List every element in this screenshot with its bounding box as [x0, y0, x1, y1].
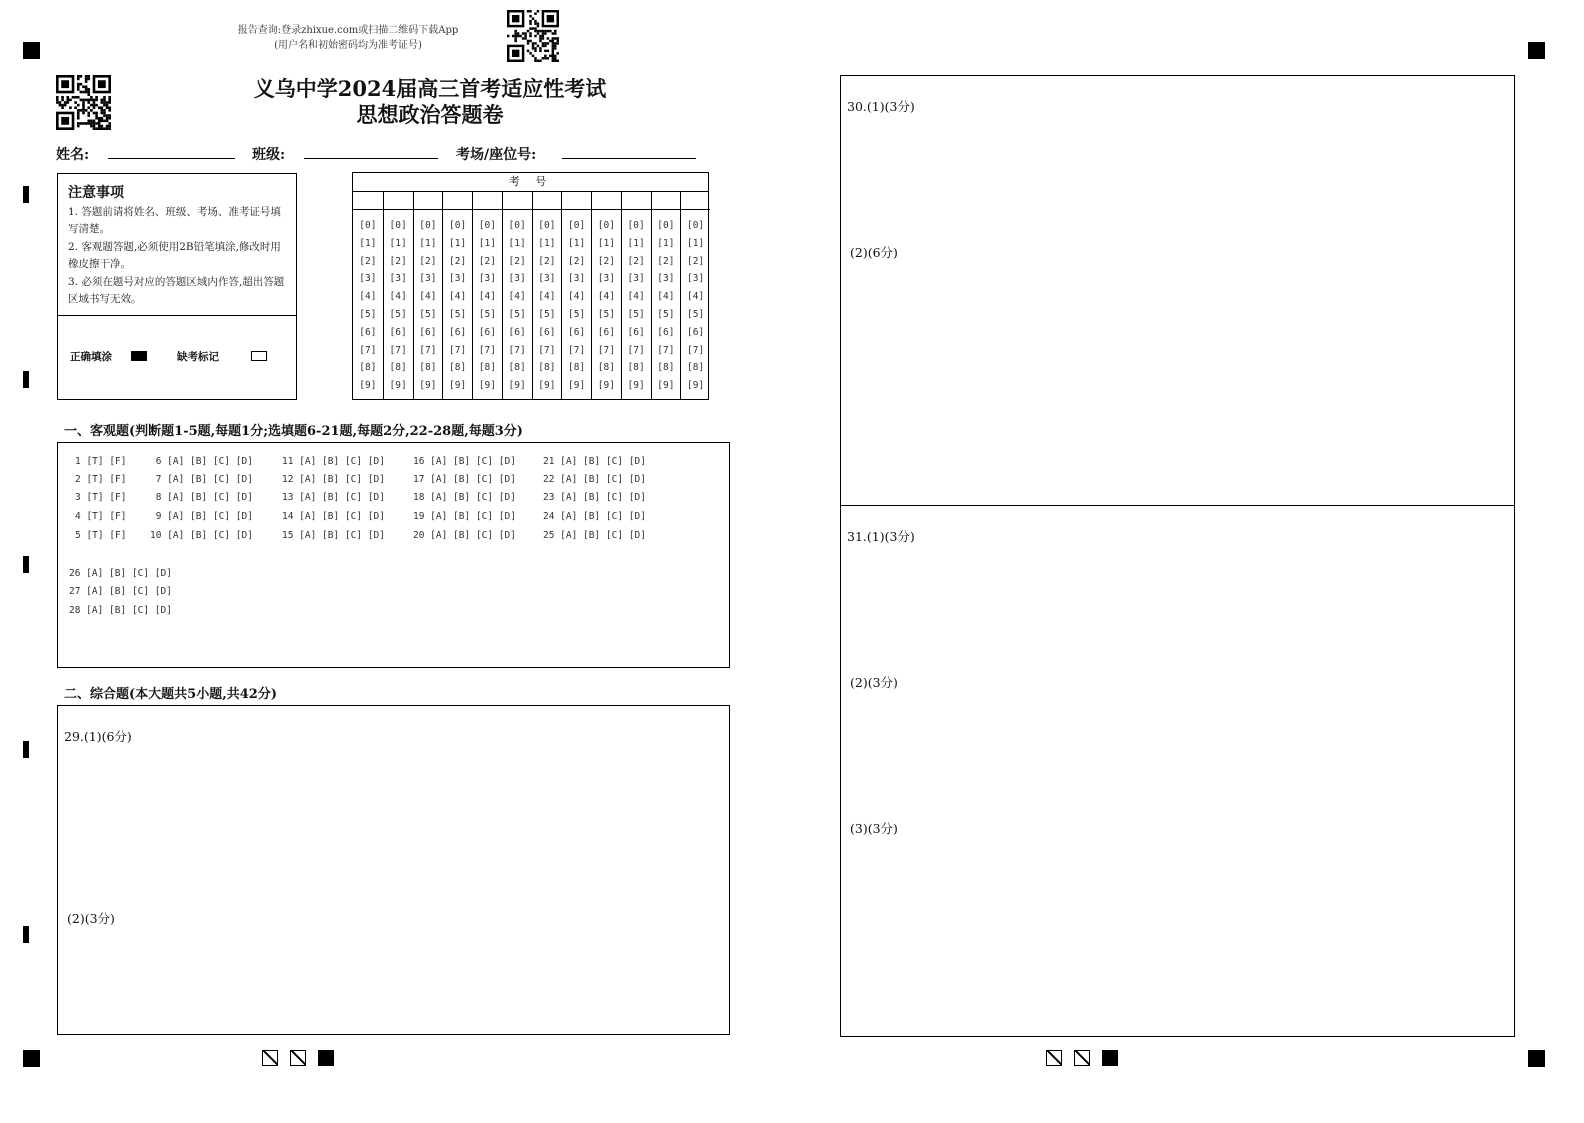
- objective-row[interactable]: 2 [T] [F]: [75, 474, 127, 485]
- exam-id-digit-bubble[interactable]: [2]: [597, 255, 615, 267]
- exam-id-digit-bubble[interactable]: [1]: [359, 237, 377, 249]
- exam-id-write-box[interactable]: [414, 191, 443, 210]
- exam-id-digit-bubble[interactable]: [3]: [687, 273, 705, 285]
- exam-id-digit-bubble[interactable]: [5]: [449, 309, 467, 320]
- exam-id-digit-bubble[interactable]: [6]: [687, 326, 705, 338]
- timing-mark: [23, 926, 29, 943]
- exam-id-digit-bubble[interactable]: [9]: [627, 380, 645, 392]
- correct-fill-sample: [131, 351, 147, 361]
- exam-id-column: [413, 191, 443, 399]
- objective-row[interactable]: 7 [A] [B] [C] [D]: [150, 474, 253, 485]
- objective-row[interactable]: 22 [A] [B] [C] [D]: [543, 474, 646, 485]
- exam-id-column: [651, 191, 681, 399]
- seat-field[interactable]: [562, 158, 696, 159]
- registration-mark-top-left: [23, 42, 40, 59]
- exam-id-column: [680, 191, 710, 399]
- exam-id-digit-bubble[interactable]: [8]: [478, 362, 496, 374]
- objective-row[interactable]: 6 [A] [B] [C] [D]: [150, 456, 253, 467]
- exam-id-write-box[interactable]: [443, 191, 472, 210]
- exam-id-digit-bubble[interactable]: [3]: [478, 273, 496, 285]
- exam-id-digit-bubble[interactable]: [2]: [538, 255, 556, 267]
- answer-area-q30[interactable]: [840, 75, 1515, 506]
- objective-row[interactable]: 16 [A] [B] [C] [D]: [413, 456, 516, 467]
- exam-id-write-box[interactable]: [681, 191, 710, 210]
- timing-mark: [23, 371, 29, 388]
- timing-mark: [23, 186, 29, 203]
- exam-id-digit-bubble[interactable]: [4]: [687, 291, 705, 303]
- objective-row[interactable]: 21 [A] [B] [C] [D]: [543, 456, 646, 467]
- page-marker-filled-box: [318, 1050, 334, 1066]
- exam-id-digit-bubble[interactable]: [0]: [419, 220, 437, 231]
- exam-id-digit-bubble[interactable]: [1]: [657, 237, 675, 249]
- exam-id-digit-bubble[interactable]: [7]: [359, 344, 377, 356]
- exam-id-digit-bubble[interactable]: [8]: [419, 362, 437, 374]
- exam-id-digit-bubble[interactable]: [5]: [627, 309, 645, 320]
- report-query-note: [228, 23, 468, 53]
- exam-id-digit-bubble[interactable]: [0]: [478, 220, 496, 231]
- exam-id-digit-bubble[interactable]: [4]: [657, 291, 675, 303]
- exam-id-write-box[interactable]: [384, 191, 413, 210]
- qr-code-icon: [56, 75, 111, 130]
- page-marker-slash-box: [290, 1050, 306, 1066]
- timing-mark: [23, 741, 29, 758]
- seat-label: 考场/座位号:: [456, 147, 537, 163]
- registration-mark-top-right: [1528, 42, 1545, 59]
- timing-mark: [23, 556, 29, 573]
- exam-id-write-box[interactable]: [562, 191, 591, 210]
- exam-id-digit-bubble[interactable]: [2]: [478, 255, 496, 267]
- exam-id-write-box[interactable]: [652, 191, 681, 210]
- answer-area-q29[interactable]: [57, 705, 730, 1035]
- page-marker-filled-box: [1102, 1050, 1118, 1066]
- exam-id-write-box[interactable]: [622, 191, 651, 210]
- exam-id-digit-bubble[interactable]: [8]: [449, 362, 467, 374]
- question-label-29-2: (2)(3分): [67, 911, 115, 926]
- exam-id-digit-bubble[interactable]: [9]: [538, 380, 556, 392]
- exam-id-digit-bubble[interactable]: [1]: [687, 237, 705, 249]
- class-field[interactable]: [304, 158, 438, 159]
- objective-row[interactable]: 14 [A] [B] [C] [D]: [282, 511, 385, 522]
- exam-title: [230, 76, 630, 128]
- notice-box: [57, 173, 297, 400]
- exam-id-digit-bubble[interactable]: [1]: [597, 237, 615, 249]
- exam-id-digit-bubble[interactable]: [1]: [568, 237, 586, 249]
- exam-id-digit-bubble[interactable]: [6]: [568, 326, 586, 338]
- exam-id-column: [591, 191, 621, 399]
- exam-id-column: [472, 191, 502, 399]
- exam-id-digit-bubble[interactable]: [0]: [538, 220, 556, 231]
- exam-id-column: [383, 191, 413, 399]
- exam-id-digit-bubble[interactable]: [6]: [657, 326, 675, 338]
- exam-id-digit-bubble[interactable]: [2]: [657, 255, 675, 267]
- exam-id-digit-bubble[interactable]: [2]: [449, 255, 467, 267]
- exam-id-digit-bubble[interactable]: [3]: [419, 273, 437, 285]
- qr-code-icon: [507, 10, 559, 62]
- exam-id-digit-bubble[interactable]: [6]: [389, 326, 407, 338]
- exam-id-digit-bubble[interactable]: [5]: [359, 309, 377, 320]
- exam-id-digit-bubble[interactable]: [9]: [449, 380, 467, 392]
- report-query-line1: 报告查询:登录zhixue.com或扫描二维码下载App: [237, 25, 459, 36]
- exam-id-digit-bubble[interactable]: [0]: [687, 220, 705, 231]
- exam-id-digit-bubble[interactable]: [6]: [597, 326, 615, 338]
- exam-id-digit-bubble[interactable]: [7]: [508, 344, 526, 356]
- class-label: 班级:: [252, 147, 286, 163]
- exam-title-line1: 义乌中学2024届高三首考适应性考试: [253, 76, 607, 101]
- objective-row[interactable]: 8 [A] [B] [C] [D]: [150, 492, 253, 503]
- objective-row[interactable]: 26 [A] [B] [C] [D]: [69, 568, 172, 579]
- exam-id-digit-bubble[interactable]: [1]: [508, 237, 526, 249]
- exam-id-digit-bubble[interactable]: [0]: [449, 220, 467, 231]
- exam-id-digit-bubble[interactable]: [5]: [597, 309, 615, 320]
- exam-id-digit-bubble[interactable]: [7]: [597, 344, 615, 356]
- exam-id-digit-bubble[interactable]: [2]: [508, 255, 526, 267]
- exam-id-column: [532, 191, 562, 399]
- exam-id-digit-bubble[interactable]: [0]: [568, 220, 586, 231]
- exam-id-digit-bubble[interactable]: [3]: [538, 273, 556, 285]
- objective-row[interactable]: 4 [T] [F]: [75, 511, 127, 522]
- exam-id-write-box[interactable]: [473, 191, 502, 210]
- exam-id-digit-bubble[interactable]: [2]: [687, 255, 705, 267]
- name-field[interactable]: [108, 158, 235, 159]
- exam-id-digit-bubble[interactable]: [8]: [538, 362, 556, 374]
- exam-id-digit-bubble[interactable]: [5]: [389, 309, 407, 320]
- exam-id-digit-bubble[interactable]: [9]: [508, 380, 526, 392]
- objective-section-title: 一、客观题(判断题1-5题,每题1分;选填题6-21题,每题2分,22-28题,每题3分): [64, 424, 523, 439]
- objective-row[interactable]: 27 [A] [B] [C] [D]: [69, 586, 172, 597]
- exam-id-digit-bubble[interactable]: [3]: [657, 273, 675, 285]
- objective-row[interactable]: 23 [A] [B] [C] [D]: [543, 492, 646, 503]
- exam-id-digit-bubble[interactable]: [9]: [478, 380, 496, 392]
- exam-id-column: [442, 191, 472, 399]
- exam-id-digit-bubble[interactable]: [8]: [359, 362, 377, 374]
- objective-row[interactable]: 9 [A] [B] [C] [D]: [150, 511, 253, 522]
- exam-id-digit-bubble[interactable]: [0]: [597, 220, 615, 231]
- exam-id-digit-bubble[interactable]: [3]: [627, 273, 645, 285]
- exam-id-digit-bubble[interactable]: [3]: [389, 273, 407, 285]
- exam-id-digit-bubble[interactable]: [5]: [538, 309, 556, 320]
- exam-id-digit-bubble[interactable]: [5]: [508, 309, 526, 320]
- exam-id-digit-bubble[interactable]: [4]: [538, 291, 556, 303]
- exam-id-digit-bubble[interactable]: [0]: [508, 220, 526, 231]
- absent-mark-box[interactable]: [251, 351, 267, 361]
- exam-id-digit-bubble[interactable]: [0]: [359, 220, 377, 231]
- exam-id-digit-bubble[interactable]: [0]: [389, 220, 407, 231]
- objective-row[interactable]: 13 [A] [B] [C] [D]: [282, 492, 385, 503]
- objective-row[interactable]: 24 [A] [B] [C] [D]: [543, 511, 646, 522]
- objective-row[interactable]: 5 [T] [F]: [75, 530, 127, 541]
- page-marker-slash-box: [262, 1050, 278, 1066]
- notice-heading: 注意事项: [68, 185, 124, 201]
- objective-row[interactable]: 28 [A] [B] [C] [D]: [69, 605, 172, 616]
- exam-id-digit-bubble[interactable]: [5]: [419, 309, 437, 320]
- name-label: 姓名:: [56, 147, 90, 163]
- exam-id-digit-bubble[interactable]: [1]: [478, 237, 496, 249]
- exam-id-digit-bubble[interactable]: [4]: [478, 291, 496, 303]
- exam-id-digit-bubble[interactable]: [6]: [478, 326, 496, 338]
- exam-id-digit-bubble[interactable]: [4]: [627, 291, 645, 303]
- exam-id-digit-bubble[interactable]: [7]: [449, 344, 467, 356]
- exam-id-digit-bubble[interactable]: [7]: [568, 344, 586, 356]
- page-marker-slash-box: [1074, 1050, 1090, 1066]
- report-query-line2: (用户名和初始密码均为准考证号): [274, 40, 422, 51]
- exam-id-digit-bubble[interactable]: [1]: [419, 237, 437, 249]
- exam-id-digit-bubble[interactable]: [6]: [627, 326, 645, 338]
- exam-id-digit-bubble[interactable]: [4]: [359, 291, 377, 303]
- exam-id-digit-bubble[interactable]: [9]: [359, 380, 377, 392]
- exam-id-digit-bubble[interactable]: [2]: [568, 255, 586, 267]
- exam-id-digit-bubble[interactable]: [1]: [627, 237, 645, 249]
- exam-id-digit-bubble[interactable]: [6]: [508, 326, 526, 338]
- exam-id-write-box[interactable]: [503, 191, 532, 210]
- exam-id-digit-bubble[interactable]: [1]: [389, 237, 407, 249]
- exam-id-digit-bubble[interactable]: [6]: [449, 326, 467, 338]
- exam-id-digit-bubble[interactable]: [5]: [657, 309, 675, 320]
- exam-id-digit-bubble[interactable]: [2]: [359, 255, 377, 267]
- objective-row[interactable]: 20 [A] [B] [C] [D]: [413, 530, 516, 541]
- exam-id-digit-bubble[interactable]: [1]: [449, 237, 467, 249]
- exam-id-digit-bubble[interactable]: [9]: [389, 380, 407, 392]
- question-label-31-3: (3)(3分): [850, 821, 898, 836]
- page-marker-slash-box: [1046, 1050, 1062, 1066]
- exam-id-digit-bubble[interactable]: [7]: [389, 344, 407, 356]
- exam-id-digit-bubble[interactable]: [6]: [419, 326, 437, 338]
- objective-row[interactable]: 10 [A] [B] [C] [D]: [150, 530, 253, 541]
- exam-id-digit-bubble[interactable]: [3]: [359, 273, 377, 285]
- exam-id-digit-bubble[interactable]: [5]: [687, 309, 705, 320]
- exam-id-digit-bubble[interactable]: [2]: [419, 255, 437, 267]
- exam-id-digit-bubble[interactable]: [8]: [687, 362, 705, 374]
- exam-id-write-box[interactable]: [533, 191, 562, 210]
- exam-id-digit-bubble[interactable]: [2]: [627, 255, 645, 267]
- registration-mark-bottom-left: [23, 1050, 40, 1067]
- exam-id-write-box[interactable]: [353, 191, 383, 210]
- exam-id-digit-bubble[interactable]: [7]: [478, 344, 496, 356]
- exam-id-digit-bubble[interactable]: [9]: [687, 380, 705, 392]
- exam-id-grid: [352, 172, 709, 400]
- exam-id-digit-bubble[interactable]: [8]: [508, 362, 526, 374]
- answer-area-q31[interactable]: [840, 505, 1515, 1037]
- exam-id-digit-bubble[interactable]: [4]: [419, 291, 437, 303]
- exam-id-digit-bubble[interactable]: [3]: [449, 273, 467, 285]
- objective-row[interactable]: 25 [A] [B] [C] [D]: [543, 530, 646, 541]
- exam-id-digit-bubble[interactable]: [5]: [478, 309, 496, 320]
- objective-row[interactable]: 11 [A] [B] [C] [D]: [282, 456, 385, 467]
- exam-id-digit-bubble[interactable]: [7]: [687, 344, 705, 356]
- exam-id-digit-bubble[interactable]: [7]: [419, 344, 437, 356]
- absent-label: 缺考标记: [177, 351, 219, 363]
- question-label-29-1: 29.(1)(6分): [64, 729, 132, 744]
- subjective-section-title: 二、综合题(本大题共5小题,共42分): [64, 687, 277, 702]
- exam-id-digit-bubble[interactable]: [3]: [597, 273, 615, 285]
- exam-id-digit-bubble[interactable]: [1]: [538, 237, 556, 249]
- exam-id-digit-bubble[interactable]: [0]: [657, 220, 675, 231]
- notice-item: 1. 答题前请将姓名、班级、考场、准考证号填写清楚。: [68, 206, 281, 235]
- exam-id-digit-bubble[interactable]: [3]: [568, 273, 586, 285]
- exam-id-digit-bubble[interactable]: [4]: [508, 291, 526, 303]
- objective-row[interactable]: 17 [A] [B] [C] [D]: [413, 474, 516, 485]
- question-label-30-1: 30.(1)(3分): [847, 99, 915, 114]
- exam-id-digit-bubble[interactable]: [9]: [419, 380, 437, 392]
- exam-id-digit-bubble[interactable]: [8]: [627, 362, 645, 374]
- exam-id-digit-bubble[interactable]: [4]: [449, 291, 467, 303]
- exam-id-digit-bubble[interactable]: [8]: [389, 362, 407, 374]
- exam-id-digit-bubble[interactable]: [6]: [359, 326, 377, 338]
- objective-row[interactable]: 15 [A] [B] [C] [D]: [282, 530, 385, 541]
- objective-row[interactable]: 19 [A] [B] [C] [D]: [413, 511, 516, 522]
- exam-id-digit-bubble[interactable]: [7]: [657, 344, 675, 356]
- exam-title-line2: 思想政治答题卷: [356, 102, 504, 127]
- objective-row[interactable]: 1 [T] [F]: [75, 456, 127, 467]
- exam-id-write-box[interactable]: [592, 191, 621, 210]
- exam-id-caption: 考 号: [353, 173, 708, 192]
- correct-fill-label: 正确填涂: [70, 351, 112, 363]
- exam-id-column: [502, 191, 532, 399]
- question-label-31-1: 31.(1)(3分): [847, 529, 915, 544]
- exam-id-digit-bubble[interactable]: [8]: [657, 362, 675, 374]
- exam-id-digit-bubble[interactable]: [6]: [538, 326, 556, 338]
- exam-id-digit-bubble[interactable]: [4]: [597, 291, 615, 303]
- notice-item: 3. 必须在题号对应的答题区域内作答,超出答题区域书写无效。: [68, 276, 285, 305]
- notice-divider: [58, 315, 296, 316]
- exam-id-digit-bubble[interactable]: [5]: [568, 309, 586, 320]
- objective-row[interactable]: 12 [A] [B] [C] [D]: [282, 474, 385, 485]
- exam-id-digit-bubble[interactable]: [9]: [597, 380, 615, 392]
- exam-id-digit-bubble[interactable]: [8]: [568, 362, 586, 374]
- exam-id-digit-bubble[interactable]: [9]: [657, 380, 675, 392]
- exam-id-digit-bubble[interactable]: [4]: [389, 291, 407, 303]
- exam-id-digit-bubble[interactable]: [0]: [627, 220, 645, 231]
- exam-id-digit-bubble[interactable]: [8]: [597, 362, 615, 374]
- exam-id-column: [621, 191, 651, 399]
- notice-item: 2. 客观题答题,必须使用2B铅笔填涂,修改时用橡皮擦干净。: [68, 241, 281, 270]
- question-label-31-2: (2)(3分): [850, 675, 898, 690]
- exam-id-digit-bubble[interactable]: [4]: [568, 291, 586, 303]
- exam-id-digit-bubble[interactable]: [7]: [538, 344, 556, 356]
- exam-id-column: [561, 191, 591, 399]
- exam-id-digit-bubble[interactable]: [7]: [627, 344, 645, 356]
- objective-row[interactable]: 18 [A] [B] [C] [D]: [413, 492, 516, 503]
- exam-id-column: [353, 191, 383, 399]
- exam-id-digit-bubble[interactable]: [3]: [508, 273, 526, 285]
- objective-row[interactable]: 3 [T] [F]: [75, 492, 127, 503]
- exam-id-digit-bubble[interactable]: [9]: [568, 380, 586, 392]
- question-label-30-2: (2)(6分): [850, 245, 898, 260]
- registration-mark-bottom-right: [1528, 1050, 1545, 1067]
- exam-id-digit-bubble[interactable]: [2]: [389, 255, 407, 267]
